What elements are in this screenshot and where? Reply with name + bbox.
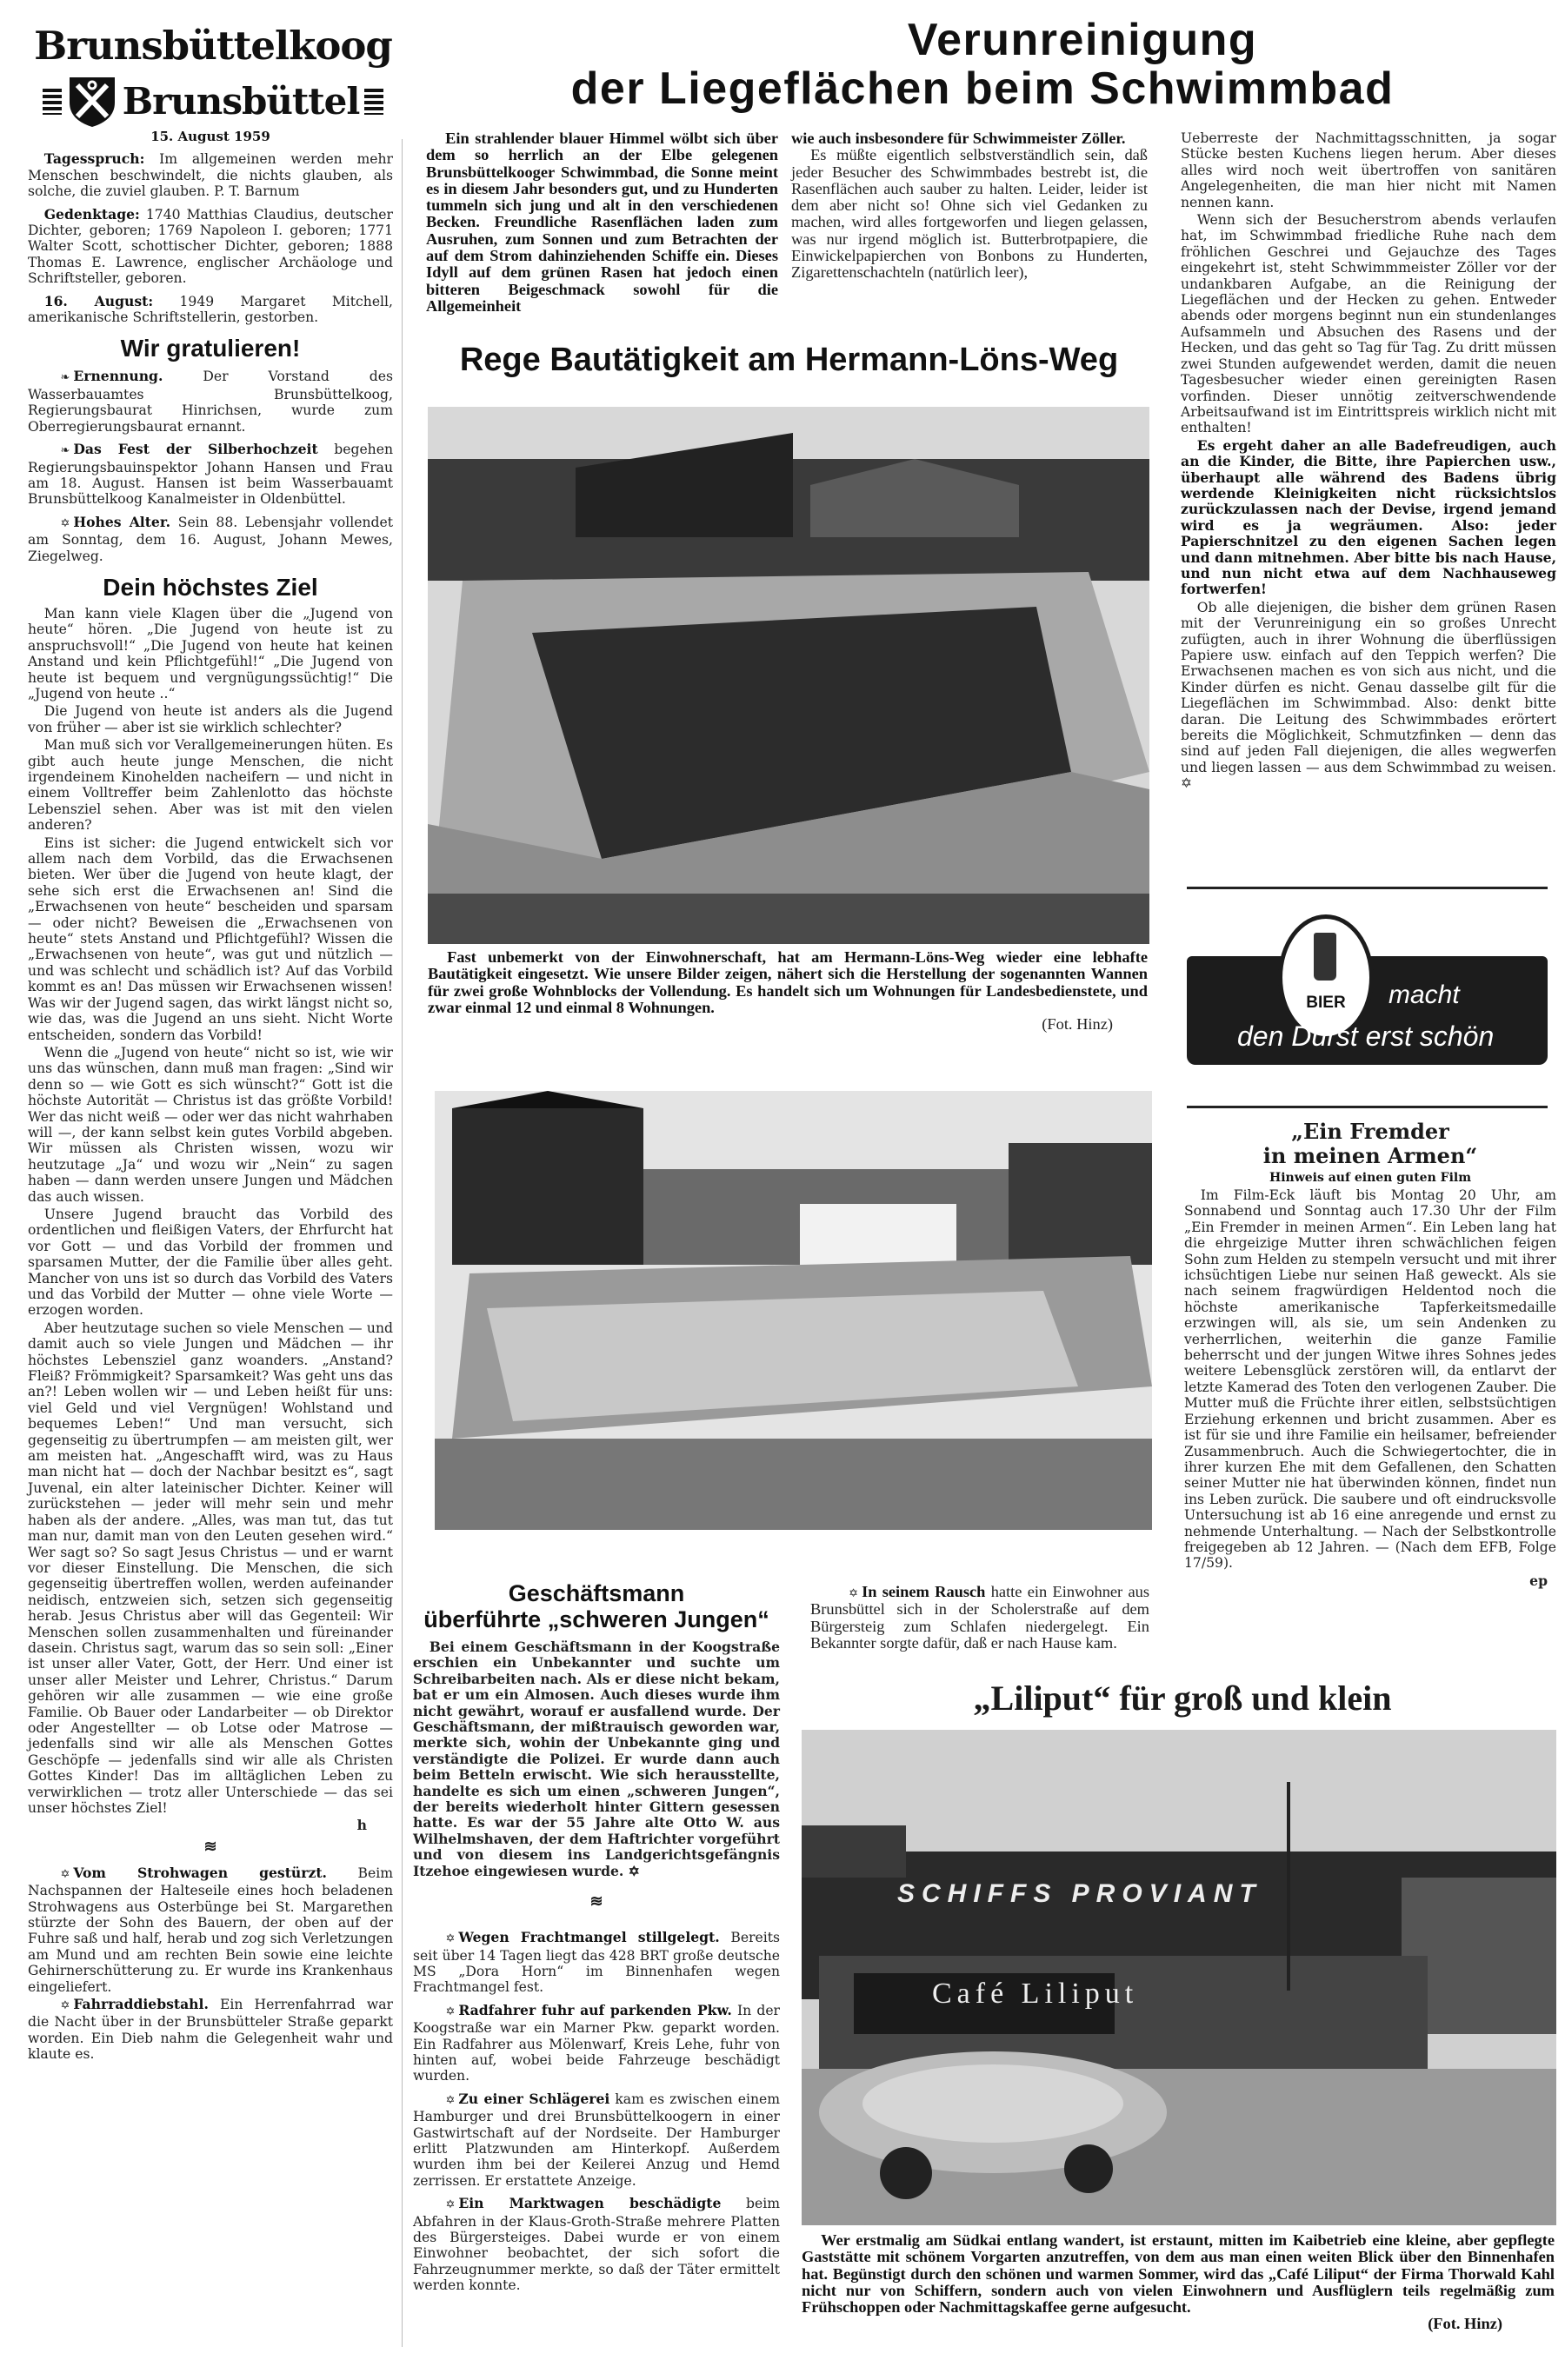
coat-of-arms-anchor-icon (67, 75, 117, 129)
essay-paragraph: Aber heutzutage suchen so viele Menschen — und damit auch so viele Jungen und Mädchen — ihr höchstes Lebensziel ganz woanders. „Anstand? Fleiß? Frömmigkeit? Sparsamkeit? Was geht uns das an?! Leben wollen wir — und Leben heißt für uns: viel Geld und viel Vergnügen! Wohlstand und bequemes Leben!“ Und man versucht, sich gegenseitig zu übertrumpfen — am meisten gilt, wer am meisten hat. „Angeschafft wird, was zu Haus man nicht hat — doch der Nachbar besitzt es“, sagt Juvenal, ein alter lateinischer Dichter. Keiner will zurückstehen — jeder will mehr sein und mehr haben als der andere. „Alles, was man tut, das tut man nur, damit man von den Leuten gesehen wird.“ Wer sagt so? So sagt Jesus Christus — und er warnt vor dieser Einstellung. Die Menschen, die sich gegenseitig übertreffen wollen, werden aufeinander neidisch, entzweien sich, setzen sich gegenseitig herab. Jesus Christus aber will das Gegenteil: Wir Menschen sollen zusammenhalten und füreinander dasein. Christus sagt, warum das so sein soll: „Einer ist unser aller Vater, Gott, der Herr. Und einer ist unser aller Meister und Lehrer, Christus.“ Darum gehören wir alle zusammen — wie eine große Familie. Ob Bauer oder Landarbeiter — ob Direktor oder Angestellter — ob Lotse oder Matrose — jedenfalls sind wir alle als Menschen Gottes Geschöpfe — jedenfalls sind wir alle als Christen Gottes Kinder! Das im alltäglichen Leben zu verwirklichen — trotz aller Unterschiede — das sei unser höchstes Ziel! (28, 1320, 393, 1816)
film-text: Im Film-Eck läuft bis Montag 20 Uhr, am Sonnabend und Sonntag auch 17.30 Uhr der Film „Ein Fremder in meinen Armen“. Ein Leben lang hat die ehrgeizige Mutter ihren schwächlichen feigen Sohn zum Helden zu stempeln versucht und mit ihrer ichsüchtigen Liebe nur seinen Haß geweckt. Als sie nach seinem fragwürdigen Heldentod noch die höchste amerikanische Tapferkeitsmedaille erzwingen will, als sie, um sein Andenken zu verherrlichen, weiterhin die ganze Familie beherrscht und der jungen Witwe ihres Sohnes jedes weitere Lebensglück zerstören will, da entlarvt der letzte Kamerad des Toten den verlogenen Zauber. Die Mutter muß die Früchte ihrer eitlen, selbstsüchtigen Erziehung erkennen und bricht zusammen. Aber es ist für sie und ihre Familie ein heilsamer, befreiender Zusammenbruch. Auch die Schwiegertochter, die in ihrer kurzen Ehe mit dem Gefallenen, den Schatten seiner Mutter nie hat überwinden können, findet nun ins Leben zurück. Die saubere und oft eindrucksvolle Untersuchung ist ab 16 eine anregende und ernst zu nehmende Unterhaltung. — Nach der Selbstkontrolle freigegeben ab 12 Jahren. — (Nach dem EFB, Folge 17/59). (1184, 1187, 1556, 1572)
construction-photo-2 (435, 1091, 1152, 1530)
ad-brand: BIER (1306, 994, 1346, 1012)
almanac-entry: 16. August: 1949 Margaret Mitchell, amerikanische Schriftstellerin, gestorben. (28, 292, 393, 326)
liliput-headline: „Liliput“ für groß und klein (973, 1679, 1392, 1718)
film-signature: ep (1529, 1572, 1548, 1589)
article-end: Ob alle diejenigen, die bisher dem grünen Rasen mit der Verunreinigung ein so großes Unrecht zufügten, auch in ihrer Wohnung die überflüssigen Papiere usw. einfach auf den Teppich werfen? Die Erwachsenen machen es von sich aus nicht, und die Kinder dürfen es nicht. Genau dasselbe gilt für die Liegeflächen im Schwimmbad. Also: denkt bitte daran. Die Leitung des Schwimmbades erörtert bereits die Möglichkeit, Schmutzfinken — denn das sind auf jeden Fall diejenigen, die alles wegwerfen und liegen lassen — aus dem Schwimmbad zu weisen. ✡ (1181, 599, 1556, 792)
liliput-caption: Wer erstmalig am Südkai entlang wandert, ist erstaunt, mitten im Kaibetrieb eine kleine, aber gepflegte Gaststätte mit schönem Vorgarten anzutreffen, von dem aus man einen weiten Blick über den Binnenhafen hat. Begünstigt durch den schönen und warmen Sommer, wird das „Café Liliput“ der Firma Thorwald Kahl nicht nur von Schiffern, sondern auch von vielen Einwohnern und Ausflüglern teils regelmäßig zum Frühschoppen oder Nachmittagskaffee gerne aufgesucht. (Fot. Hinz) (802, 2231, 1555, 2333)
main-headline: Verunreinigung der Liegeflächen beim Schwimmbad (570, 15, 1395, 114)
bouquet-icon: ❧ (60, 371, 70, 385)
businessman-text: Bei einem Geschäftsmann in der Koogstraße erschien ein Unbekannter und suchte um Schreibarbeiten nach. Als er diese nicht bekam, bat er um ein Almosen. Auch dieses wurde ihm nicht gewährt, worauf er ausfallend wurde. Der Geschäftsmann, der mißtrauisch geworden war, merkte sich, wohin der Unbekannte ging und verständigte die Polizei. Er wurde dann auch beim Betteln erwischt. Wie sich herausstellte, handelte es sich um einen „schweren Jungen“, der bereits wiederholt hinter Gittern gesessen hatte. Es war der 55 Jahre alte Otto W. aus Wilhelmshaven, der dem Haftrichter vorgeführt und von diesem ins Landgerichtsgefängnis Itzehoe eingewiesen wurde. ✡ (413, 1639, 780, 1879)
star-icon: ✡ (445, 2093, 456, 2107)
issue-date: 15. August 1959 (150, 129, 270, 144)
masthead-subtitle: Brunsbüttel (122, 80, 360, 123)
essay-paragraph: Man kann viele Klagen über die „Jugend von heute“ hören. „Die Jugend von heute ist zu anspruchsvoll!“ „Die Jugend von heute hat keinen Anstand und kein Pflichtgefühl!“ „Die Jugend von heute ist bequem und vergnügungssüchtig!“ Die „Jugend von heute ..“ (28, 605, 393, 701)
column-divider (402, 139, 403, 2347)
end-star-icon: ✡ (628, 1862, 640, 1879)
film-subhead: Hinweis auf einen guten Film (1269, 1171, 1472, 1185)
businessman-article (413, 1580, 780, 2296)
star-icon: ✡ (849, 1586, 859, 1599)
news-item: ✡ Wegen Frachtmangel stillgelegt. Bereits seit über 14 Tagen liegt das 428 BRT große deutsche MS „Dora Horn“ im Binnenhafen wegen Frachtmangel fest. (413, 1929, 780, 1996)
congrats-item: ❧ Ernennung. Der Vorstand des Wasserbauamtes Brunsbüttelkoog, Regierungsbaurat Hinrichsen, wurde zum Oberregierungsbaurat ernannt. (28, 368, 393, 435)
photo-credit: (Fot. Hinz) (1428, 2315, 1502, 2333)
film-headline: in meinen Armen“ (1262, 1143, 1478, 1168)
essay-signature: h (356, 1817, 367, 1834)
photo-credit: (Fot. Hinz) (1042, 1015, 1113, 1034)
essay-paragraph: Eins ist sicher: die Jugend entwickelt sich vor allem nach dem Vorbild, das die Erwachsenen bieten. Wer über die Jugend von heute klagt, der sehe sich erst die Erwachsenen an! Sind die „Erwachsenen von heute“ bescheiden und sparsam — oder nicht? Beweisen die „Erwachsenen von heute“ stets Anstand und Pflichtgefühl? Wissen die „Erwachsenen von heute“, was gut und nützlich — und was schlecht und schädlich ist? Auf das Vorbild kommt es an! Das müssen wir Erwachsenen wissen! Was wir der Jugend sagen, das wirkt längst nicht so, wie das, was die Jugend an uns sieht. Nicht Worte entscheiden, sondern das Vorbild! (28, 834, 393, 1043)
essay-paragraph: Die Jugend von heute ist anders als die Jugend von früher — aber ist sie wirklich schlechter? (28, 703, 393, 735)
main-article-col3: Ueberreste der Nachmittagsschnitten, ja sogar Stücke besten Kuchens liegen herum. Aber dieses alles wird noch weit übertroffen von sanitären Angelegenheiten, die man hier nicht mit Namen nennen kann. Wenn sich der Besucherstrom abends verlaufen hat, im Schwimmbad friedliche Ruhe nach dem fröhlichen Geschrei und Gejauchze des Tages eingekehrt ist, steht Schwimmmeister Zöller vor der undankbaren Aufgabe, an die Reinigung der Liegeflächen und der Hecken zu gehen. Entweder abends oder morgens beginnt nun ein stundenlanges Aufsammeln und Absuchen des Rasens und der Hecken, und das geht so Tag für Tag. Zu dritt müssen zwei Stunden aufgewendet werden, damit die neuen Tagesbesucher wieder einen gereinigten Rasen vorfinden. Dieser unnötig zeitverschwendende Arbeitsaufwand ist im Eintrittspreis wirklich nicht mit enthalten! Es ergeht daher an alle Badefreudigen, auch an die Kinder, die Bitte, ihre Papierchen usw., überhaupt alle während des Badens übrig werdende Kleinigkeiten nicht rücksichtslos zurückzulassen nach der Devise, irgend jemand wird es ja wegräumen. Also: jeder Papierschnitzel zu den eigenen Sachen legen und dann mitnehmen. Aber bitte bis nach Hause, und nun nicht etwa auf dem Nachhauseweg fortwerfen! Ob alle diejenigen, die bisher dem grünen Rasen mit der Verunreinigung ein so großes Unrecht zufügten, auch in ihrer Wohnung die überflüssigen Papiere usw. einfach auf den Teppich werfen? Die Erwachsenen machen es von sich aus nicht, und die Kinder dürfen es nicht. Genau dasselbe gilt für die Liegeflächen im Schwimmbad. Also: denkt bitte daran. Die Leitung des Schwimmbades erörtert bereits die Möglichkeit, Schmutzfinken — denn das sind auf jeden Fall diejenigen, die alles wegwerfen und liegen lassen — aus dem Schwimmbad zu weisen. ✡ (1181, 130, 1556, 792)
essay-paragraph: Wenn die „Jugend von heute“ nicht so ist, wie wir uns das wünschen, dann muß man fragen: „Sind wir denn so — wie Gott es sich wünscht?“ Gott ist die höchste Autorität — Christus ist das größte Vorbild! Wer das nicht weiß — oder wer das nicht wahrhaben will —, der kann selbst kein gutes Vorbild abgeben. Wir müssen als Christen wissen, wozu wir heutzutage „Ja“ und wozu wir „Nein“ zu sagen haben — dann werden unsere Jungen und Mädchen das auch wissen. (28, 1044, 393, 1205)
star-icon: ✡ (60, 516, 70, 530)
almanac-entry: Tagesspruch: Im allgemeinen werden mehr Menschen beschwindelt, die nichts glauben, als solche, die zuviel glauben. P. T. Barnum (28, 150, 393, 200)
ad-slogan-2: den Durst erst schön (1237, 1020, 1495, 1052)
news-item: ✡ Zu einer Schlägerei kam es zwischen einem Hamburger und drei Brunsbüttelkoogern in einer Gastwirtschaft auf der Nordseite. Der Hamburger erlitt Platzwunden am Hinterkopf. Außerdem wurden ihm bei der Keilerei Anzug und Hemd zerrissen. Er erstattete Anzeige. (413, 2090, 780, 2189)
beer-advertisement (1187, 904, 1548, 1069)
band-right-decoration (364, 89, 383, 115)
essay-heading: Dein höchstes Ziel (103, 573, 318, 601)
star-icon: ✡ (445, 1932, 456, 1946)
construction-photo-1 (428, 407, 1149, 944)
star-icon: ✡ (60, 1999, 70, 2013)
separator-ornament: ≋ (203, 1837, 217, 1856)
left-column (28, 129, 393, 2064)
star-icon: ✡ (445, 2198, 456, 2212)
photo-cafe-text: Café Liliput (932, 1978, 1139, 2010)
film-headline: „Ein Fremder (1291, 1119, 1449, 1144)
separator-ornament: ≋ (589, 1892, 603, 1911)
main-article-col1: Ein strahlender blauer Himmel wölbt sich über dem so herrlich an der Elbe gelegenen Brunsbüttelkooger Schwimmbad, die Sonne meint es in diesem Jahr besonders gut, und zu Hunderten tummeln sich jung und alt in den verschiedenen Becken. Freundliche Rasenflächen laden zum Ausruhen, zum Sonnen und zum Betrachten der auf dem Strom dahinziehenden Schiffe ein. Dieses Idyll auf dem grünen Rasen hat jedoch einen bitteren Beigeschmack sowohl für die Allgemeinheit (426, 130, 778, 315)
main-article-col2: wie auch insbesondere für Schwimmeister Zöller. Es müßte eigentlich selbstverständlich sein, daß jeder Besucher des Schwimmbades bestrebt ist, die Rasenflächen auch sauber zu halten. Leider, leider ist dem aber nicht so! Ohne sich viel Gedanken zu machen, wird alles fortgeworfen und liegen gelassen, was nur irgend möglich ist. Butterbrotpapiere, die Einwickelpapierchen von Bonbons zu Hunderten, Zigarettenschachteln (natürlich leer), (791, 130, 1148, 282)
band-left-decoration (43, 89, 62, 115)
essay-paragraph: Man muß sich vor Verallgemeinerungen hüten. Es gibt auch heute junge Menschen, die nicht irgendeinem Kinohelden nacheifern — und nicht in einem Volltreffer beim Zahlenlotto das höchste Lebensziel sehen. Aber was ist mit den vielen anderen? (28, 737, 393, 834)
news-item: ✡ Ein Marktwagen beschädigte beim Abfahren in der Klaus-Groth-Straße mehrere Platten des Bürgersteiges. Dabei wurde er von einem Einwohner beobachtet, der sich sofort die Fahrzeugnummer merkte, so daß der Täter ermittelt werden konnte. (413, 2195, 780, 2294)
star-icon: ✡ (60, 1867, 70, 1881)
rausch-news-item: ✡ In seinem Rausch hatte ein Einwohner aus Brunsbüttel sich in der Scholerstraße auf dem Bürgersteig zum Schlafen niedergelegt. Ein Bekannter sorgte dafür, daß er nach Hause kam. (810, 1583, 1149, 1652)
photo-sign-text: SCHIFFS PROVIANT (897, 1879, 1262, 1908)
film-article (1184, 1120, 1556, 1589)
beer-glass-icon (1314, 933, 1336, 981)
news-item: ✡ Radfahrer fuhr auf parkenden Pkw. In der Koogstraße war ein Marner Pkw. geparkt worden. Ein Radfahrer aus Mölenwarf, Kreis Lehe, fuhr von hinten auf, wobei beide Fahrzeuge beschädigt wurden. (413, 2001, 780, 2084)
almanac-entry: Gedenktage: 1740 Matthias Claudius, deutscher Dichter, geboren; 1769 Napoleon I. geboren; 1771 Walter Scott, schottischer Dichter, geboren; 1888 Thomas E. Lawrence, englischer Archäologe und Schriftsteller, geboren. (28, 205, 393, 287)
ad-slogan-1: macht (1389, 981, 1460, 1009)
construction-headline: Rege Bautätigkeit am Hermann-Löns-Weg (459, 342, 1119, 378)
businessman-headline: überführte „schweren Jungen“ (423, 1606, 769, 1632)
construction-caption: Fast unbemerkt von der Einwohnerschaft, hat am Hermann-Löns-Weg wieder eine lebhafte Bautätigkeit eingesetzt. Wie unsere Bilder zeigen, nähert sich die Herstellung der sogenannten Wannen für zwei große Wohnblocks der Vollendung. Es handelt sich um Wohnungen für Landesbedienstete, und zwar einmal 12 und einmal 8 Wohnungen. (Fot. Hinz) (428, 948, 1148, 1034)
end-star-icon: ✡ (1181, 775, 1193, 792)
news-item: ✡ Fahrraddiebstahl. Ein Herrenfahrrad war die Nacht über in der Brunsbütteler Straße geparkt worden. Ein Dieb nahm die Gelegenheit wahr und klaute es. (28, 1996, 393, 2063)
masthead-title: Brunsbüttelkoog (34, 23, 392, 69)
liliput-photo (802, 1730, 1556, 2225)
congrats-item: ✡ Hohes Alter. Sein 88. Lebensjahr vollendet am Sonntag, dem 16. August, Johann Mewes, Ziegelweg. (28, 513, 393, 564)
congrats-heading: Wir gratulieren! (120, 335, 301, 362)
essay-paragraph: Unsere Jugend braucht das Vorbild des ordentlichen und fleißigen Vaters, der Ehrfurcht hat vor Gott — und das Vorbild der frommen und sparsamen Mutter, der die Familie über alles geht. Mancher von uns ist so durch das Vorbild des Vaters und das Vorbild der Mutter — ohne viele Worte — erzogen worden. (28, 1206, 393, 1319)
businessman-headline: Geschäftsmann (508, 1580, 685, 1606)
ad-bottom-rule (1187, 1106, 1548, 1108)
news-item: ✡ Vom Strohwagen gestürzt. Beim Nachspannen der Halteseile eines hoch beladenen Strohwagens aus Osterbünge bei St. Margarethen stürzte der Sohn des Bauern, der oben auf der Fuhre saß und half, herab und zog sich Verletzungen am Mund und am rechten Bein sowie eine leichte Gehirnerschütterung zu. Er wurde ins Krankenhaus eingeliefert. (28, 1864, 394, 1995)
star-icon: ✡ (445, 2004, 456, 2018)
congrats-item: ❧ Das Fest der Silberhochzeit begehen Regierungsbauinspektor Johann Hansen und Frau am 18. August. Hansen ist beim Wasserbauamt Brunsbüttelkoog Kanalmeister in Oldenbüttel. (28, 441, 393, 508)
ad-top-rule (1187, 887, 1548, 889)
masthead (26, 21, 400, 134)
bouquet-icon: ❧ (60, 444, 70, 458)
